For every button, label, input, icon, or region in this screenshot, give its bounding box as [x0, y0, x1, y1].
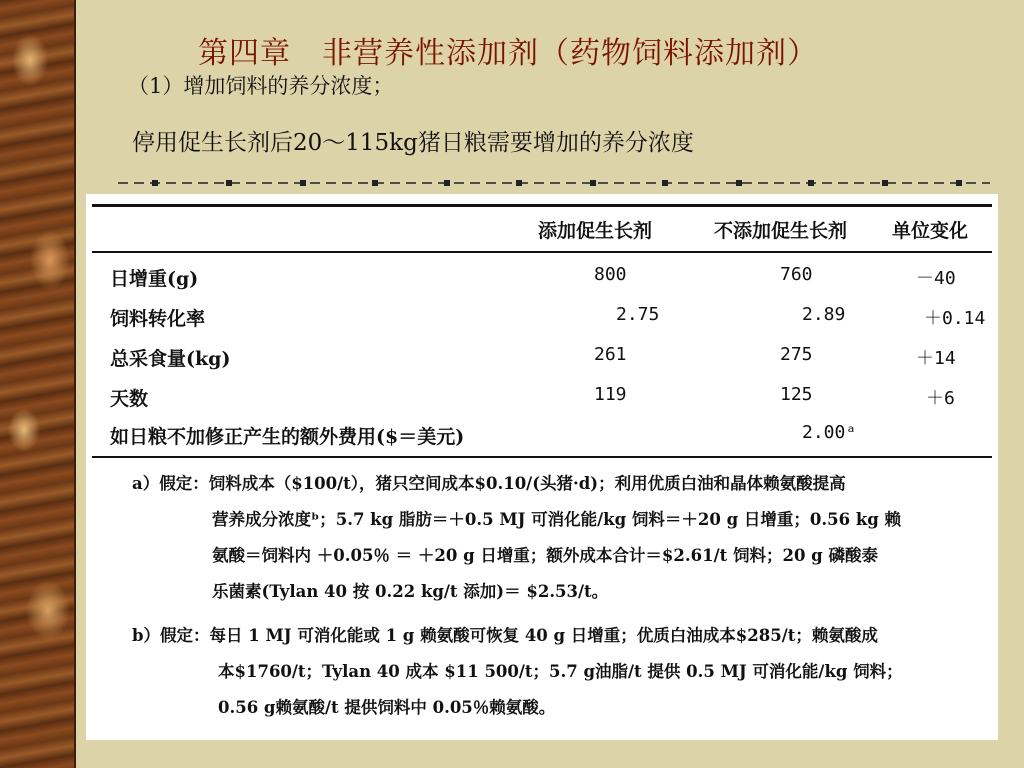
cell-change: －40 — [916, 268, 956, 289]
cell-without: 2.89 — [802, 304, 846, 325]
table-header-rule — [92, 251, 992, 253]
slide-title: 第四章 非营养性添加剂（药物饲料添加剂） — [198, 36, 818, 71]
slide-subtitle: （1）增加饲料的养分浓度； — [128, 74, 394, 98]
row-label: 如日粮不加修正产生的额外费用($＝美元) — [110, 426, 465, 448]
column-header-with: 添加促生长剂 — [538, 220, 653, 242]
row-label: 总采食量(kg) — [110, 348, 231, 370]
cell-with: 800 — [594, 264, 627, 285]
cell-with: 2.75 — [616, 304, 660, 325]
cell-without: 275 — [780, 344, 813, 365]
footnote-a-line: 氨酸＝饲料内 ＋0.05％ ＝ ＋20 g 日增重；额外成本合计＝$2.61/t 饲料；20 g 磷酸泰 — [212, 546, 878, 565]
cell-change: ＋14 — [916, 348, 956, 369]
footnote-b-line: 0.56 g赖氨酸/t 提供饲料中 0.05％赖氨酸。 — [218, 698, 556, 717]
table-heading: 停用促生长剂后20～115kg猪日粮需要增加的养分浓度 — [132, 130, 694, 156]
footnote-b-line: b）假定：每日 1 MJ 可消化能或 1 g 赖氨酸可恢复 40 g 日增重；优质白油成本$285/t；赖氨酸成 — [132, 626, 878, 645]
cell-change: ＋6 — [926, 388, 955, 409]
cell-without: 2.00ᵃ — [802, 422, 857, 443]
row-label: 饲料转化率 — [110, 308, 206, 330]
table-panel — [86, 194, 998, 740]
footnote-b-line: 本$1760/t；Tylan 40 成本 $11 500/t；5.7 g油脂/t 提供 0.5 MJ 可消化能/kg 饲料； — [218, 662, 903, 681]
cell-with: 119 — [594, 384, 627, 405]
row-label: 日增重(g) — [110, 268, 199, 290]
footnote-a-line: 营养成分浓度ᵇ；5.7 kg 脂肪＝＋0.5 MJ 可消化能/kg 饲料＝＋20 g 日增重；0.56 kg 赖 — [212, 510, 902, 529]
footnote-a-line: a）假定：饲料成本（$100/t），猪只空间成本$0.10/(头猪·d)；利用优质白油和晶体赖氨酸提高 — [132, 474, 846, 493]
decorative-wood-strip — [0, 0, 76, 768]
footnote-a-line: 乐菌素(Tylan 40 按 0.22 kg/t 添加)＝ $2.53/t。 — [212, 582, 609, 601]
table-bottom-rule — [92, 456, 992, 458]
table-top-rule — [92, 204, 992, 207]
row-label: 天数 — [110, 388, 149, 410]
dashed-divider — [118, 178, 990, 188]
cell-without: 760 — [780, 264, 813, 285]
column-header-change: 单位变化 — [892, 220, 969, 242]
cell-with: 261 — [594, 344, 627, 365]
cell-without: 125 — [780, 384, 813, 405]
column-header-without: 不添加促生长剂 — [714, 220, 848, 242]
cell-change: ＋0.14 — [924, 308, 986, 329]
